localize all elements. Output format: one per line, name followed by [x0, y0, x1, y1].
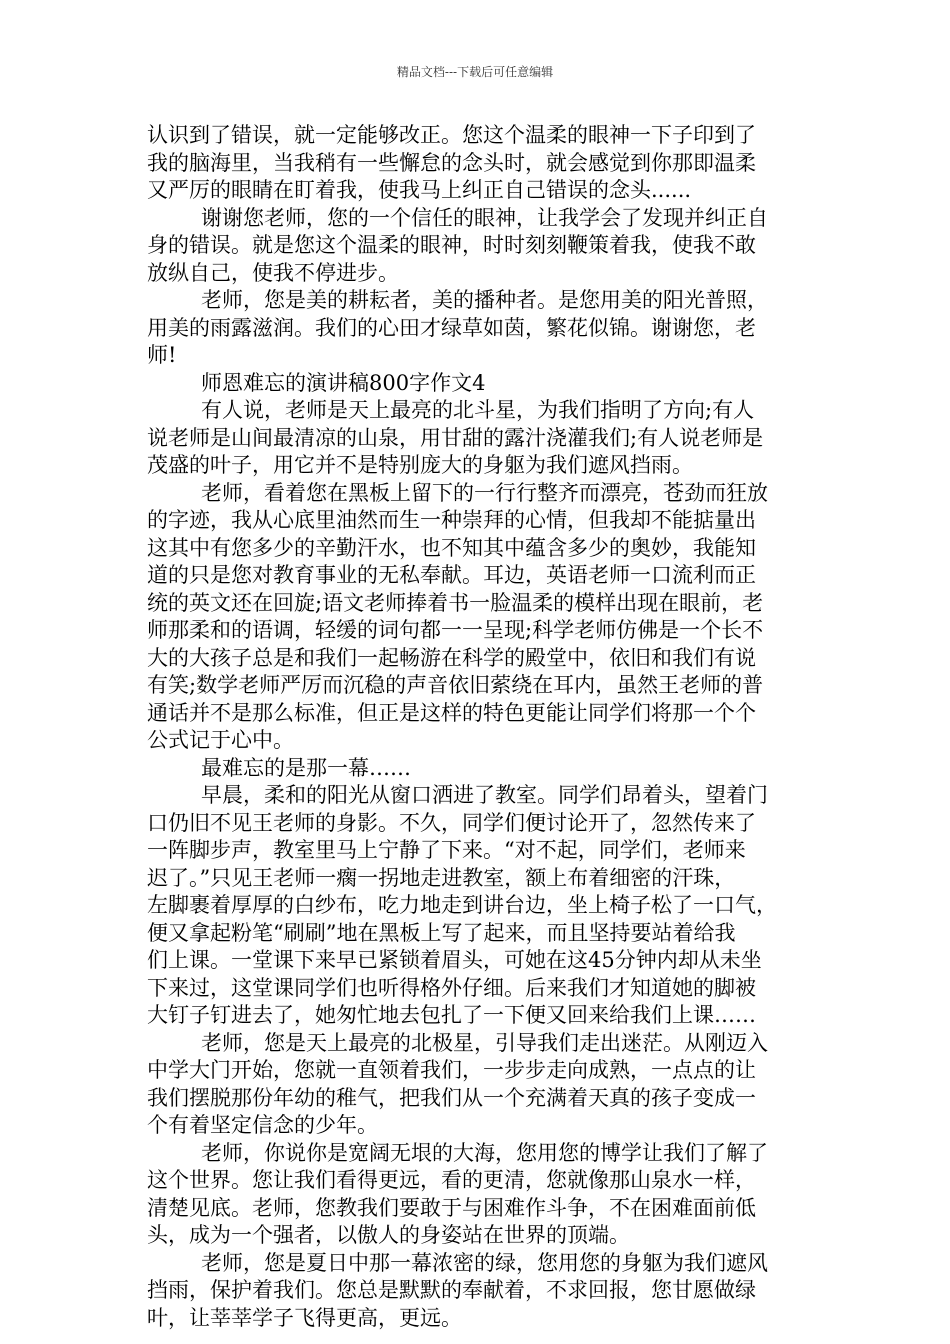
text-line: 便又拿起粉笔“刷刷”地在黑板上写了起来，而且坚持要站着给我: [147, 920, 736, 945]
text-line: 师那柔和的语调，轻缓的词句都一一呈现;科学老师仿佛是一个长不: [147, 618, 764, 642]
text-line: 老师，您是天上最亮的北极星，引导我们走出迷茫。从刚迈入: [201, 1030, 768, 1055]
text-line: 道的只是您对教育事业的无私奉献。耳边，英语老师一口流利而正: [147, 563, 756, 587]
text-line: 大的大孩子总是和我们一起畅游在科学的殿堂中，依旧和我们有说: [147, 645, 756, 670]
text-line: 说老师是山间最清凉的山泉，用甘甜的露汁浇灌我们;有人说老师是: [147, 425, 764, 450]
text-line: 我们摆脱那份年幼的稚气，把我们从一个充满着天真的孩子变成一: [147, 1085, 756, 1110]
text-line: 又严厉的眼睛在盯着我，使我马上纠正自己错误的念头......: [147, 178, 692, 202]
text-line: 早晨，柔和的阳光从窗口洒进了教室。同学们昂着头，望着门: [201, 783, 768, 807]
text-line: 师恩难忘的演讲稿800字作文4: [201, 370, 486, 395]
text-line: 这其中有您多少的辛勤汗水，也不知其中蕴含多少的奥妙，我能知: [147, 535, 756, 560]
text-line: 大钉子钉进去了，她匆忙地去包扎了一下便又回来给我们上课……: [147, 1003, 756, 1027]
text-line: 老师，您是夏日中那一幕浓密的绿，您用您的身躯为我们遮风: [201, 1250, 768, 1275]
text-line: 通话并不是那么标准，但正是这样的特色更能让同学们将那一个个: [147, 700, 756, 725]
text-line: 师!: [147, 343, 177, 367]
text-line: 最难忘的是那一幕……: [201, 755, 411, 780]
text-line: 叶，让莘莘学子飞得更高，更远。: [147, 1305, 462, 1330]
text-line: 有人说，老师是天上最亮的北斗星，为我们指明了方向;有人: [201, 398, 755, 422]
text-line: 个有着坚定信念的少年。: [147, 1113, 378, 1137]
text-line: 我的脑海里，当我稍有一些懈怠的念头时，就会感觉到你那即温柔: [147, 150, 756, 175]
text-line: 统的英文还在回旋;语文老师捧着书一脸温柔的模样出现在眼前，老: [147, 590, 764, 615]
text-line: 的字迹，我从心底里油然而生一种崇拜的心情，但我却不能掂量出: [147, 508, 756, 532]
text-line: 老师，看着您在黑板上留下的一行行整齐而漂亮，苍劲而狂放: [201, 480, 768, 505]
text-line: 认识到了错误，就一定能够改正。您这个温柔的眼神一下子印到了: [147, 123, 756, 147]
text-line: 放纵自己，使我不停进步。: [147, 260, 399, 285]
text-line: 下来过，这堂课同学们也听得格外仔细。后来我们才知道她的脚被: [147, 975, 756, 1000]
page-header: 精品文档---下载后可任意编辑: [396, 65, 554, 79]
text-line: 清楚见底。老师，您教我们要敢于与困难作斗争，不在困难面前低: [147, 1195, 756, 1220]
text-line: 们上课。一堂课下来早已紧锁着眉头，可她在这45分钟内却从未坐: [147, 948, 762, 972]
document-body: [147, 122, 813, 1332]
text-line: 老师，您是美的耕耘者，美的播种者。是您用美的阳光普照，: [201, 288, 768, 312]
text-line: 挡雨，保护着我们。您总是默默的奉献着，不求回报，您甘愿做绿: [147, 1278, 756, 1302]
text-line: 有笑;数学老师严厉而沉稳的声音依旧萦绕在耳内，虽然王老师的普: [147, 673, 764, 697]
text-line: 中学大门开始，您就一直领着我们，一步步走向成熟，一点点的让: [147, 1058, 756, 1082]
text-line: 一阵脚步声，教室里马上宁静了下来。“对不起，同学们，老师来: [147, 838, 746, 862]
text-line: 口仍旧不见王老师的身影。不久，同学们便讨论开了，忽然传来了: [147, 810, 756, 835]
text-line: 头，成为一个强者，以傲人的身姿站在世界的顶端。: [147, 1223, 630, 1247]
text-line: 用美的雨露滋润。我们的心田才绿草如茵，繁花似锦。谢谢您，老: [147, 315, 756, 340]
text-line: 这个世界。您让我们看得更远，看的更清，您就像那山泉水一样，: [147, 1168, 756, 1192]
text-line: 迟了。”只见王老师一瘸一拐地走进教室，额上布着细密的汗珠，: [147, 865, 736, 890]
text-line: 公式记于心中。: [147, 728, 294, 752]
text-line: 左脚裹着厚厚的白纱布，吃力地走到讲台边，坐上椅子松了一口气，: [147, 893, 777, 917]
text-line: 谢谢您老师，您的一个信任的眼神，让我学会了发现并纠正自: [201, 205, 768, 230]
text-line: 身的错误。就是您这个温柔的眼神，时时刻刻鞭策着我，使我不敢: [147, 233, 756, 257]
text-line: 茂盛的叶子，用它并不是特别庞大的身躯为我们遮风挡雨。: [147, 453, 693, 477]
text-line: 老师，你说你是宽阔无垠的大海，您用您的博学让我们了解了: [201, 1140, 768, 1165]
